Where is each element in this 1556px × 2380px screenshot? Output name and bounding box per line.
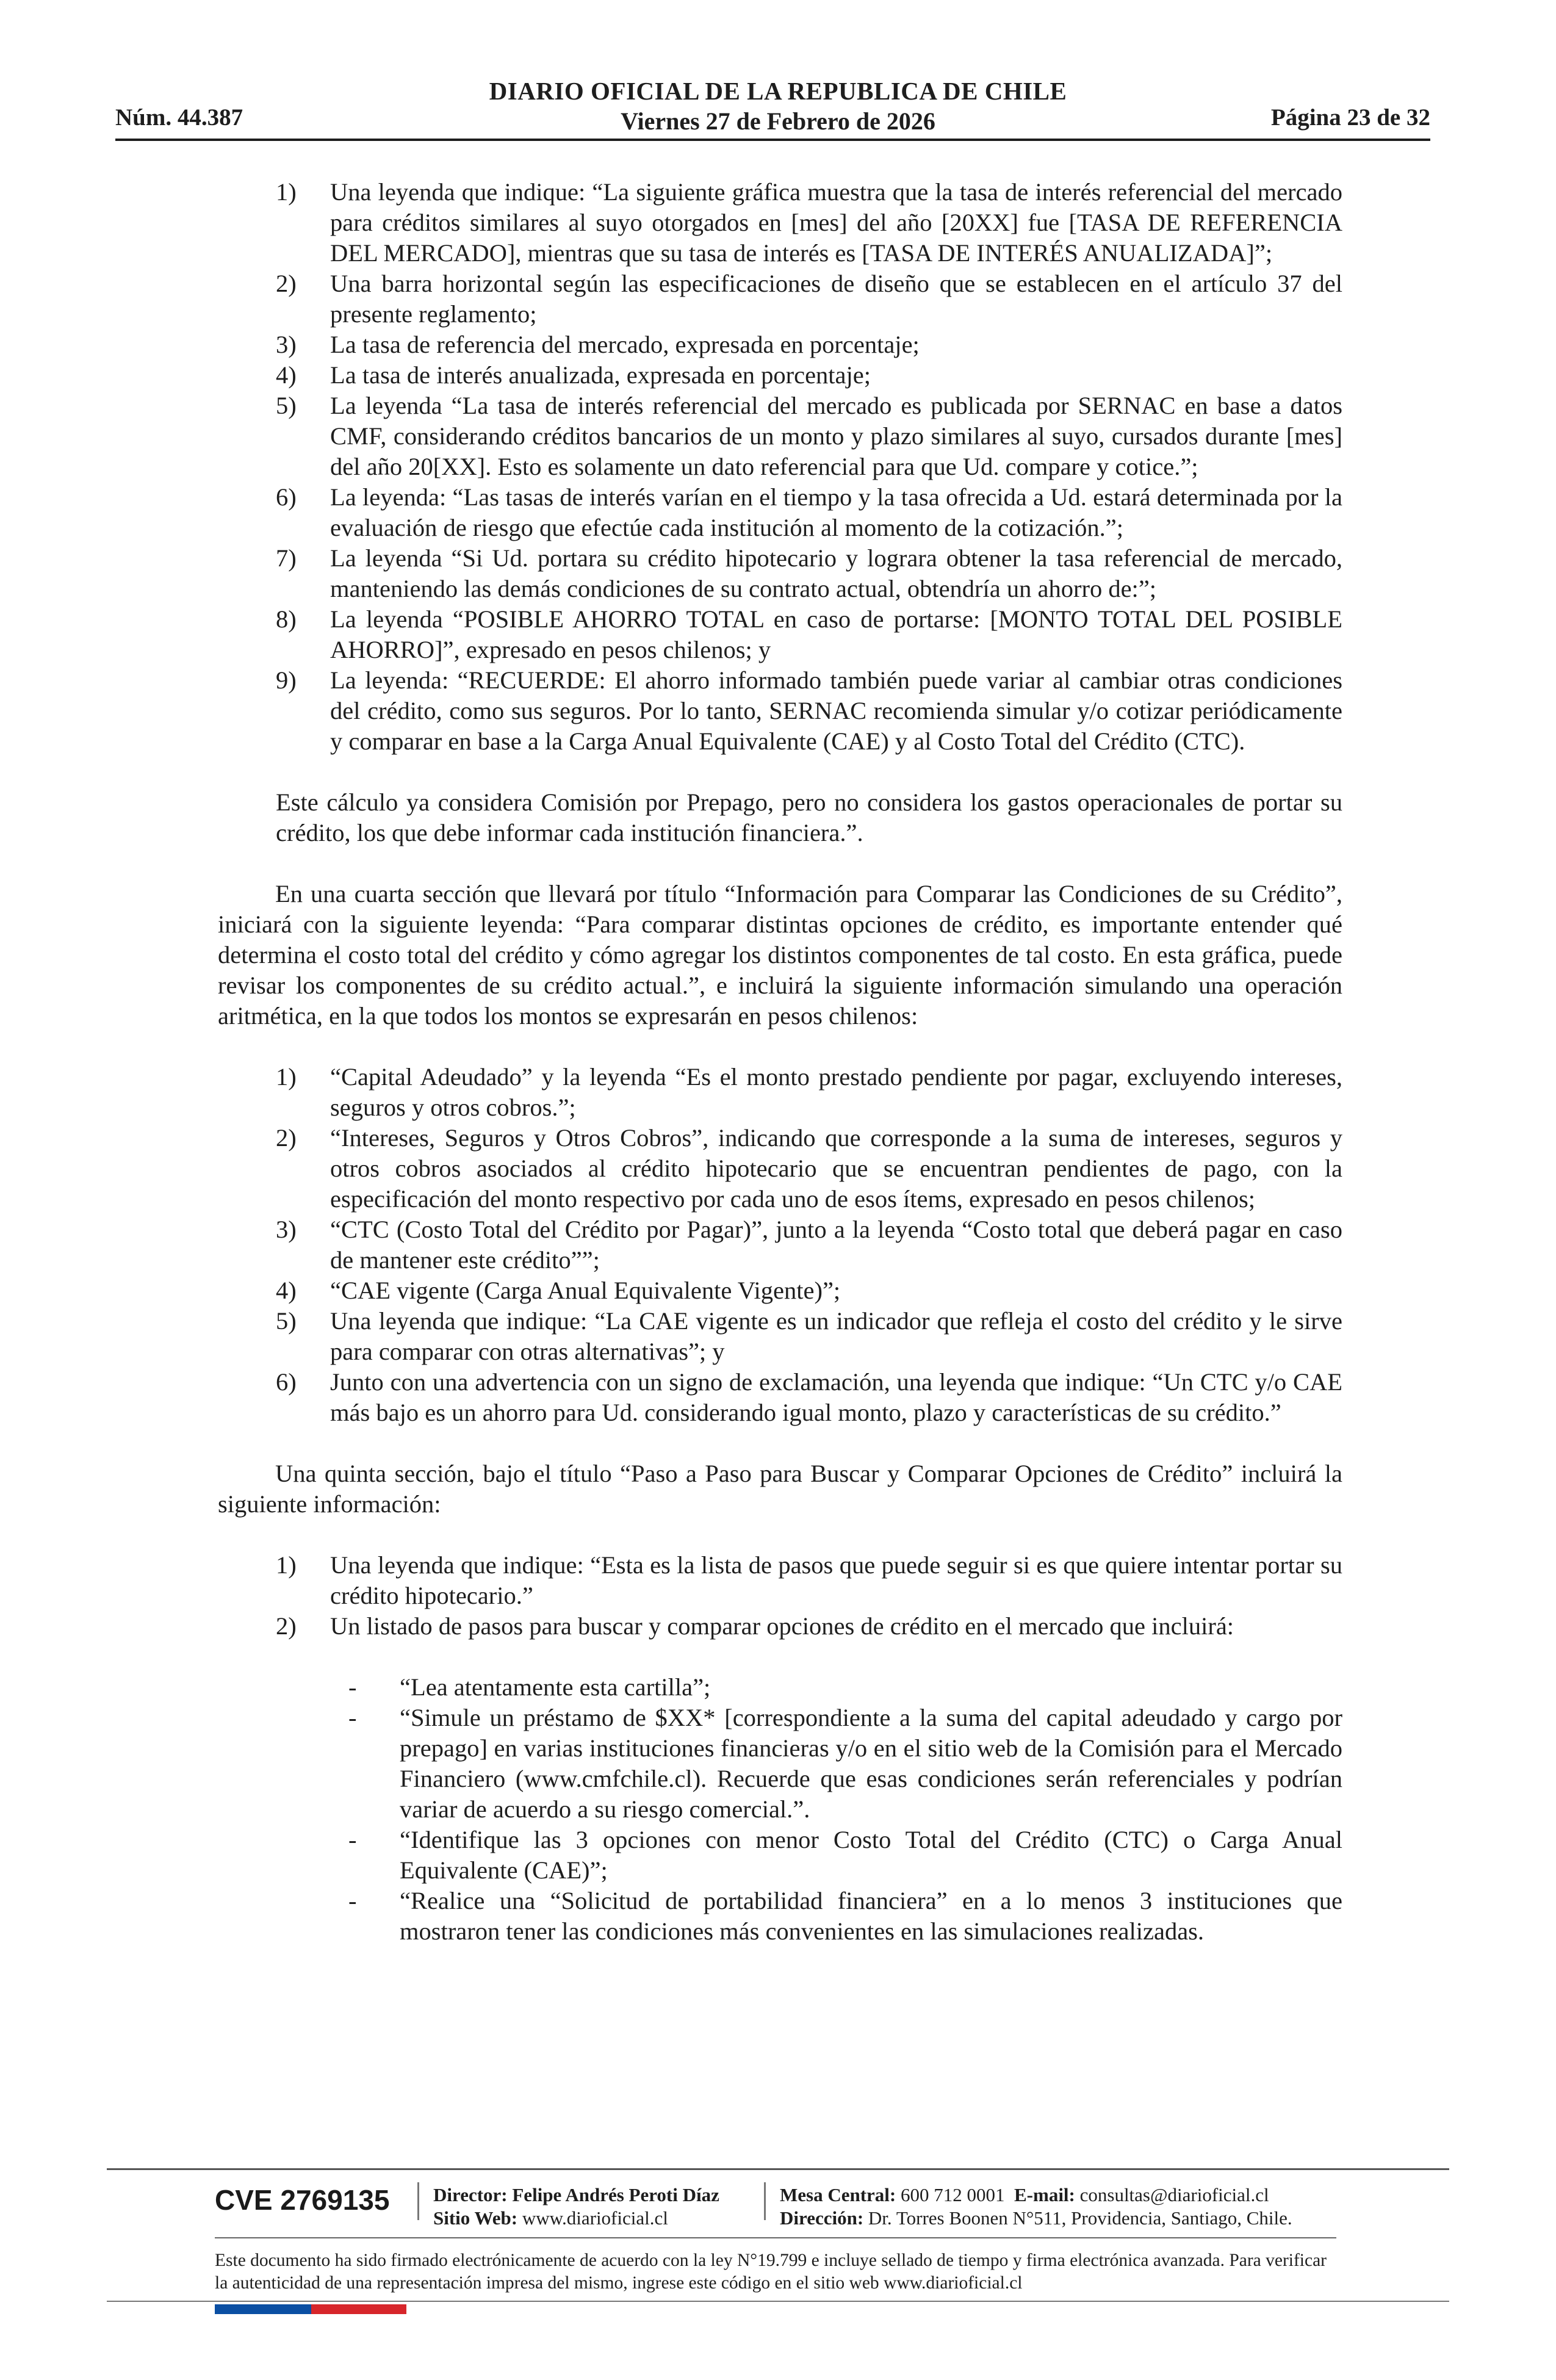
list-item-text: “CAE vigente (Carga Anual Equivalente Vigente)”; — [330, 1277, 841, 1304]
list-item-text: Una leyenda que indique: “La CAE vigente es un indicador que refleja el costo del crédito y le sirve para comparar con otras alternativas”; y — [330, 1307, 1342, 1365]
signature-note: Este documento ha sido firmado electrónicamente de acuerdo con la ley N°19.799 e incluye sellado de tiempo y firma electrónica avanzada. Para verificar la autenticidad de una representación impresa del mismo, ingrese este código en el sitio web www.diarioficial.cl — [215, 2251, 1327, 2293]
footer-site-line — [433, 2207, 719, 2230]
list-item — [0, 1123, 1556, 1214]
flag-stripe-blue — [215, 2304, 311, 2314]
list-item-text: La tasa de referencia del mercado, expresada en porcentaje; — [330, 331, 920, 358]
footer-separator — [764, 2182, 766, 2220]
header-divider — [115, 139, 1430, 141]
sub-list-item — [0, 1825, 1556, 1886]
list-item-number: 8) — [276, 605, 297, 633]
document-body — [0, 177, 1556, 1947]
list-item — [0, 604, 1556, 665]
list-item-text: La tasa de interés anualizada, expresada en porcentaje; — [330, 361, 871, 389]
list-item-text: “CTC (Costo Total del Crédito por Pagar)”, junto a la leyenda “Costo total que deberá pagar en caso de mantener este crédito””; — [330, 1216, 1342, 1274]
sub-list-pasos — [0, 1672, 1556, 1947]
mesa-phone: 600 712 0001 — [901, 2184, 1005, 2205]
list-item — [0, 360, 1556, 391]
list-item-number: 5) — [276, 392, 297, 419]
list-item-number: 1) — [276, 1063, 297, 1091]
sub-list-text: “Realice una “Solicitud de portabilidad financiera” en a lo menos 3 instituciones que mostraron tener las condiciones más convenientes en las simulaciones realizadas. — [400, 1887, 1342, 1945]
list-item-text: La leyenda: “RECUERDE: El ahorro informado también puede variar al cambiar otras condiciones del crédito, como sus seguros. Por lo tanto, SERNAC recomienda simular y/o cotizar periódicamente y comparar en base a la Carga Anual Equivalente (CAE) y al Costo Total del Crédito (CTC). — [330, 666, 1342, 755]
list-item — [0, 391, 1556, 482]
sub-list-item — [0, 1703, 1556, 1825]
list-item-text: Un listado de pasos para buscar y comparar opciones de crédito en el mercado que incluirá: — [330, 1612, 1234, 1640]
paragraph-prepago-note: Este cálculo ya considera Comisión por Prepago, pero no considera los gastos operacionales de portar su crédito, los que debe informar cada institución financiera.”. — [276, 788, 1342, 846]
list-item-number: 6) — [276, 483, 297, 511]
list-item-text: Junto con una advertencia con un signo de exclamación, una leyenda que indique: “Un CTC y/o CAE más bajo es un ahorro para Ud. considerando igual monto, plazo y características de su crédito.” — [330, 1368, 1342, 1426]
list-item-number: 7) — [276, 544, 297, 572]
list-item-text: “Intereses, Seguros y Otros Cobros”, indicando que corresponde a la suma de intereses, seguros y otros cobros asociados al crédito hipotecario que se encuentran pendientes de pago, con la especificación del monto respectivo por cada uno de esos ítems, expresado en pesos chilenos; — [330, 1124, 1342, 1213]
list-item — [0, 1550, 1556, 1611]
site-label: Sitio Web: — [433, 2207, 518, 2229]
sub-list-dash: - — [348, 1826, 357, 1853]
footer-divider-bottom — [107, 2301, 1449, 2302]
list-item-number: 2) — [276, 270, 297, 297]
list-item-number: 9) — [276, 666, 297, 694]
list-item-number: 2) — [276, 1612, 297, 1640]
list-b — [0, 1062, 1556, 1428]
list-item-number: 3) — [276, 1216, 297, 1243]
list-item — [0, 543, 1556, 604]
spacer — [0, 848, 1556, 879]
list-item-text: Una leyenda que indique: “La siguiente gráfica muestra que la tasa de interés referencial del mercado para créditos similares al suyo otorgados en [mes] del año [20XX] fue [TASA DE REFERENCIA DEL MERCADO], mientras que su tasa de interés es [TASA DE INTERÉS ANUALIZADA]”; — [330, 178, 1342, 267]
address-text: Dr. Torres Boonen N°511, Providencia, Santiago, Chile. — [868, 2207, 1292, 2229]
footer-mesa-line — [780, 2183, 1292, 2207]
list-item — [0, 1062, 1556, 1123]
sub-list-text: “Lea atentamente esta cartilla”; — [400, 1673, 711, 1701]
issue-date: Viernes 27 de Febrero de 2026 — [621, 107, 935, 135]
list-item — [0, 1306, 1556, 1367]
list-item — [0, 665, 1556, 757]
footer-contact-block — [780, 2183, 1292, 2230]
sub-list-item — [0, 1886, 1556, 1947]
site-link[interactable]: www.diarioficial.cl — [522, 2207, 668, 2229]
director-label: Director: — [433, 2184, 508, 2205]
list-item-number: 5) — [276, 1307, 297, 1335]
list-item-number: 4) — [276, 1277, 297, 1304]
list-c — [0, 1550, 1556, 1642]
footer-divider-mid — [215, 2237, 1336, 2238]
list-item — [0, 482, 1556, 543]
list-item-text: La leyenda “POSIBLE AHORRO TOTAL en caso de portarse: [MONTO TOTAL DEL POSIBLE AHORRO]”, expresado en pesos chilenos; y — [330, 605, 1342, 663]
spacer — [0, 1520, 1556, 1550]
list-item — [0, 177, 1556, 269]
sub-list-text: “Identifique las 3 opciones con menor Costo Total del Crédito (CTC) o Carga Anual Equivalente (CAE)”; — [400, 1826, 1342, 1884]
list-item-number: 2) — [276, 1124, 297, 1152]
footer-separator — [417, 2182, 419, 2220]
list-item-number: 4) — [276, 361, 297, 389]
spacer — [0, 1428, 1556, 1459]
list-item-text: La leyenda “Si Ud. portara su crédito hipotecario y lograra obtener la tasa referencial de mercado, manteniendo las demás condiciones de su contrato actual, obtendría un ahorro de:”; — [330, 544, 1342, 602]
sub-list-dash: - — [348, 1887, 357, 1914]
email-link[interactable]: consultas@diarioficial.cl — [1079, 2184, 1269, 2205]
paragraph-quinta-seccion: Una quinta sección, bajo el título “Paso a Paso para Buscar y Comparar Opciones de Crédito” incluirá la siguiente información: — [218, 1460, 1342, 1518]
list-item — [0, 1214, 1556, 1275]
director-name: Felipe Andrés Peroti Díaz — [512, 2184, 719, 2205]
list-a — [0, 177, 1556, 757]
list-item-text: “Capital Adeudado” y la leyenda “Es el monto prestado pendiente por pagar, excluyendo intereses, seguros y otros cobros.”; — [330, 1063, 1342, 1121]
list-item-number: 1) — [276, 178, 297, 206]
list-item-text: Una barra horizontal según las especificaciones de diseño que se establecen en el artículo 37 del presente reglamento; — [330, 270, 1342, 328]
page-indicator: Página 23 de 32 — [1270, 104, 1430, 131]
list-item — [0, 1367, 1556, 1428]
spacer — [0, 1031, 1556, 1062]
email-label: E-mail: — [1014, 2184, 1075, 2205]
mesa-label: Mesa Central: — [780, 2184, 896, 2205]
footer-address-line — [780, 2207, 1292, 2230]
list-item-text: La leyenda “La tasa de interés referencial del mercado es publicada por SERNAC en base a datos CMF, considerando créditos bancarios de un monto y plazo similares al suyo, cursados durante [mes] del año 20[XX]. Esto es solamente un dato referencial para que Ud. compare y cotice.”; — [330, 392, 1342, 480]
list-item — [0, 1611, 1556, 1642]
spacer — [0, 1642, 1556, 1672]
issue-number: Núm. 44.387 — [115, 104, 243, 131]
sub-list-item — [0, 1672, 1556, 1703]
masthead-title: DIARIO OFICIAL DE LA REPUBLICA DE CHILE — [489, 77, 1067, 105]
footer-divider-top — [107, 2168, 1449, 2170]
list-item — [0, 1275, 1556, 1306]
spacer — [0, 757, 1556, 787]
address-label: Dirección: — [780, 2207, 864, 2229]
list-item-number: 6) — [276, 1368, 297, 1396]
list-item-text: Una leyenda que indique: “Esta es la lista de pasos que puede seguir si es que quiere intentar portar su crédito hipotecario.” — [330, 1551, 1342, 1609]
list-item — [0, 330, 1556, 360]
paragraph-cuarta-seccion: En una cuarta sección que llevará por título “Información para Comparar las Condiciones de su Crédito”, iniciará con la siguiente leyenda: “Para comparar distintas opciones de crédito, es importante entender qué determina el costo total del crédito y cómo agregar los distintos componentes de tal costo. En esta gráfica, puede revisar los componentes de su crédito actual.”, e incluirá la siguiente información simulando una operación aritmética, en la que todos los montos se expresarán en pesos chilenos: — [218, 880, 1342, 1030]
sub-list-text: “Simule un préstamo de $XX* [correspondiente a la suma del capital adeudado y cargo por prepago] en varias instituciones financieras y/o en el sitio web de la Comisión para el Mercado Financiero (www.cmfchile.cl). Recuerde que esas condiciones serán referenciales y podrían variar de acuerdo a su riesgo comercial.”. — [400, 1704, 1342, 1823]
footer-director-line — [433, 2183, 719, 2207]
list-item — [0, 269, 1556, 330]
cve-code: CVE 2769135 — [215, 2184, 390, 2216]
list-item-number: 1) — [276, 1551, 297, 1579]
footer-director-block — [433, 2183, 719, 2230]
flag-stripe-red — [311, 2304, 406, 2314]
list-item-number: 3) — [276, 331, 297, 358]
list-item-text: La leyenda: “Las tasas de interés varían en el tiempo y la tasa ofrecida a Ud. estará determinada por la evaluación de riesgo que efectúe cada institución al momento de la cotización.”; — [330, 483, 1342, 541]
sub-list-dash: - — [348, 1673, 357, 1701]
sub-list-dash: - — [348, 1704, 357, 1731]
